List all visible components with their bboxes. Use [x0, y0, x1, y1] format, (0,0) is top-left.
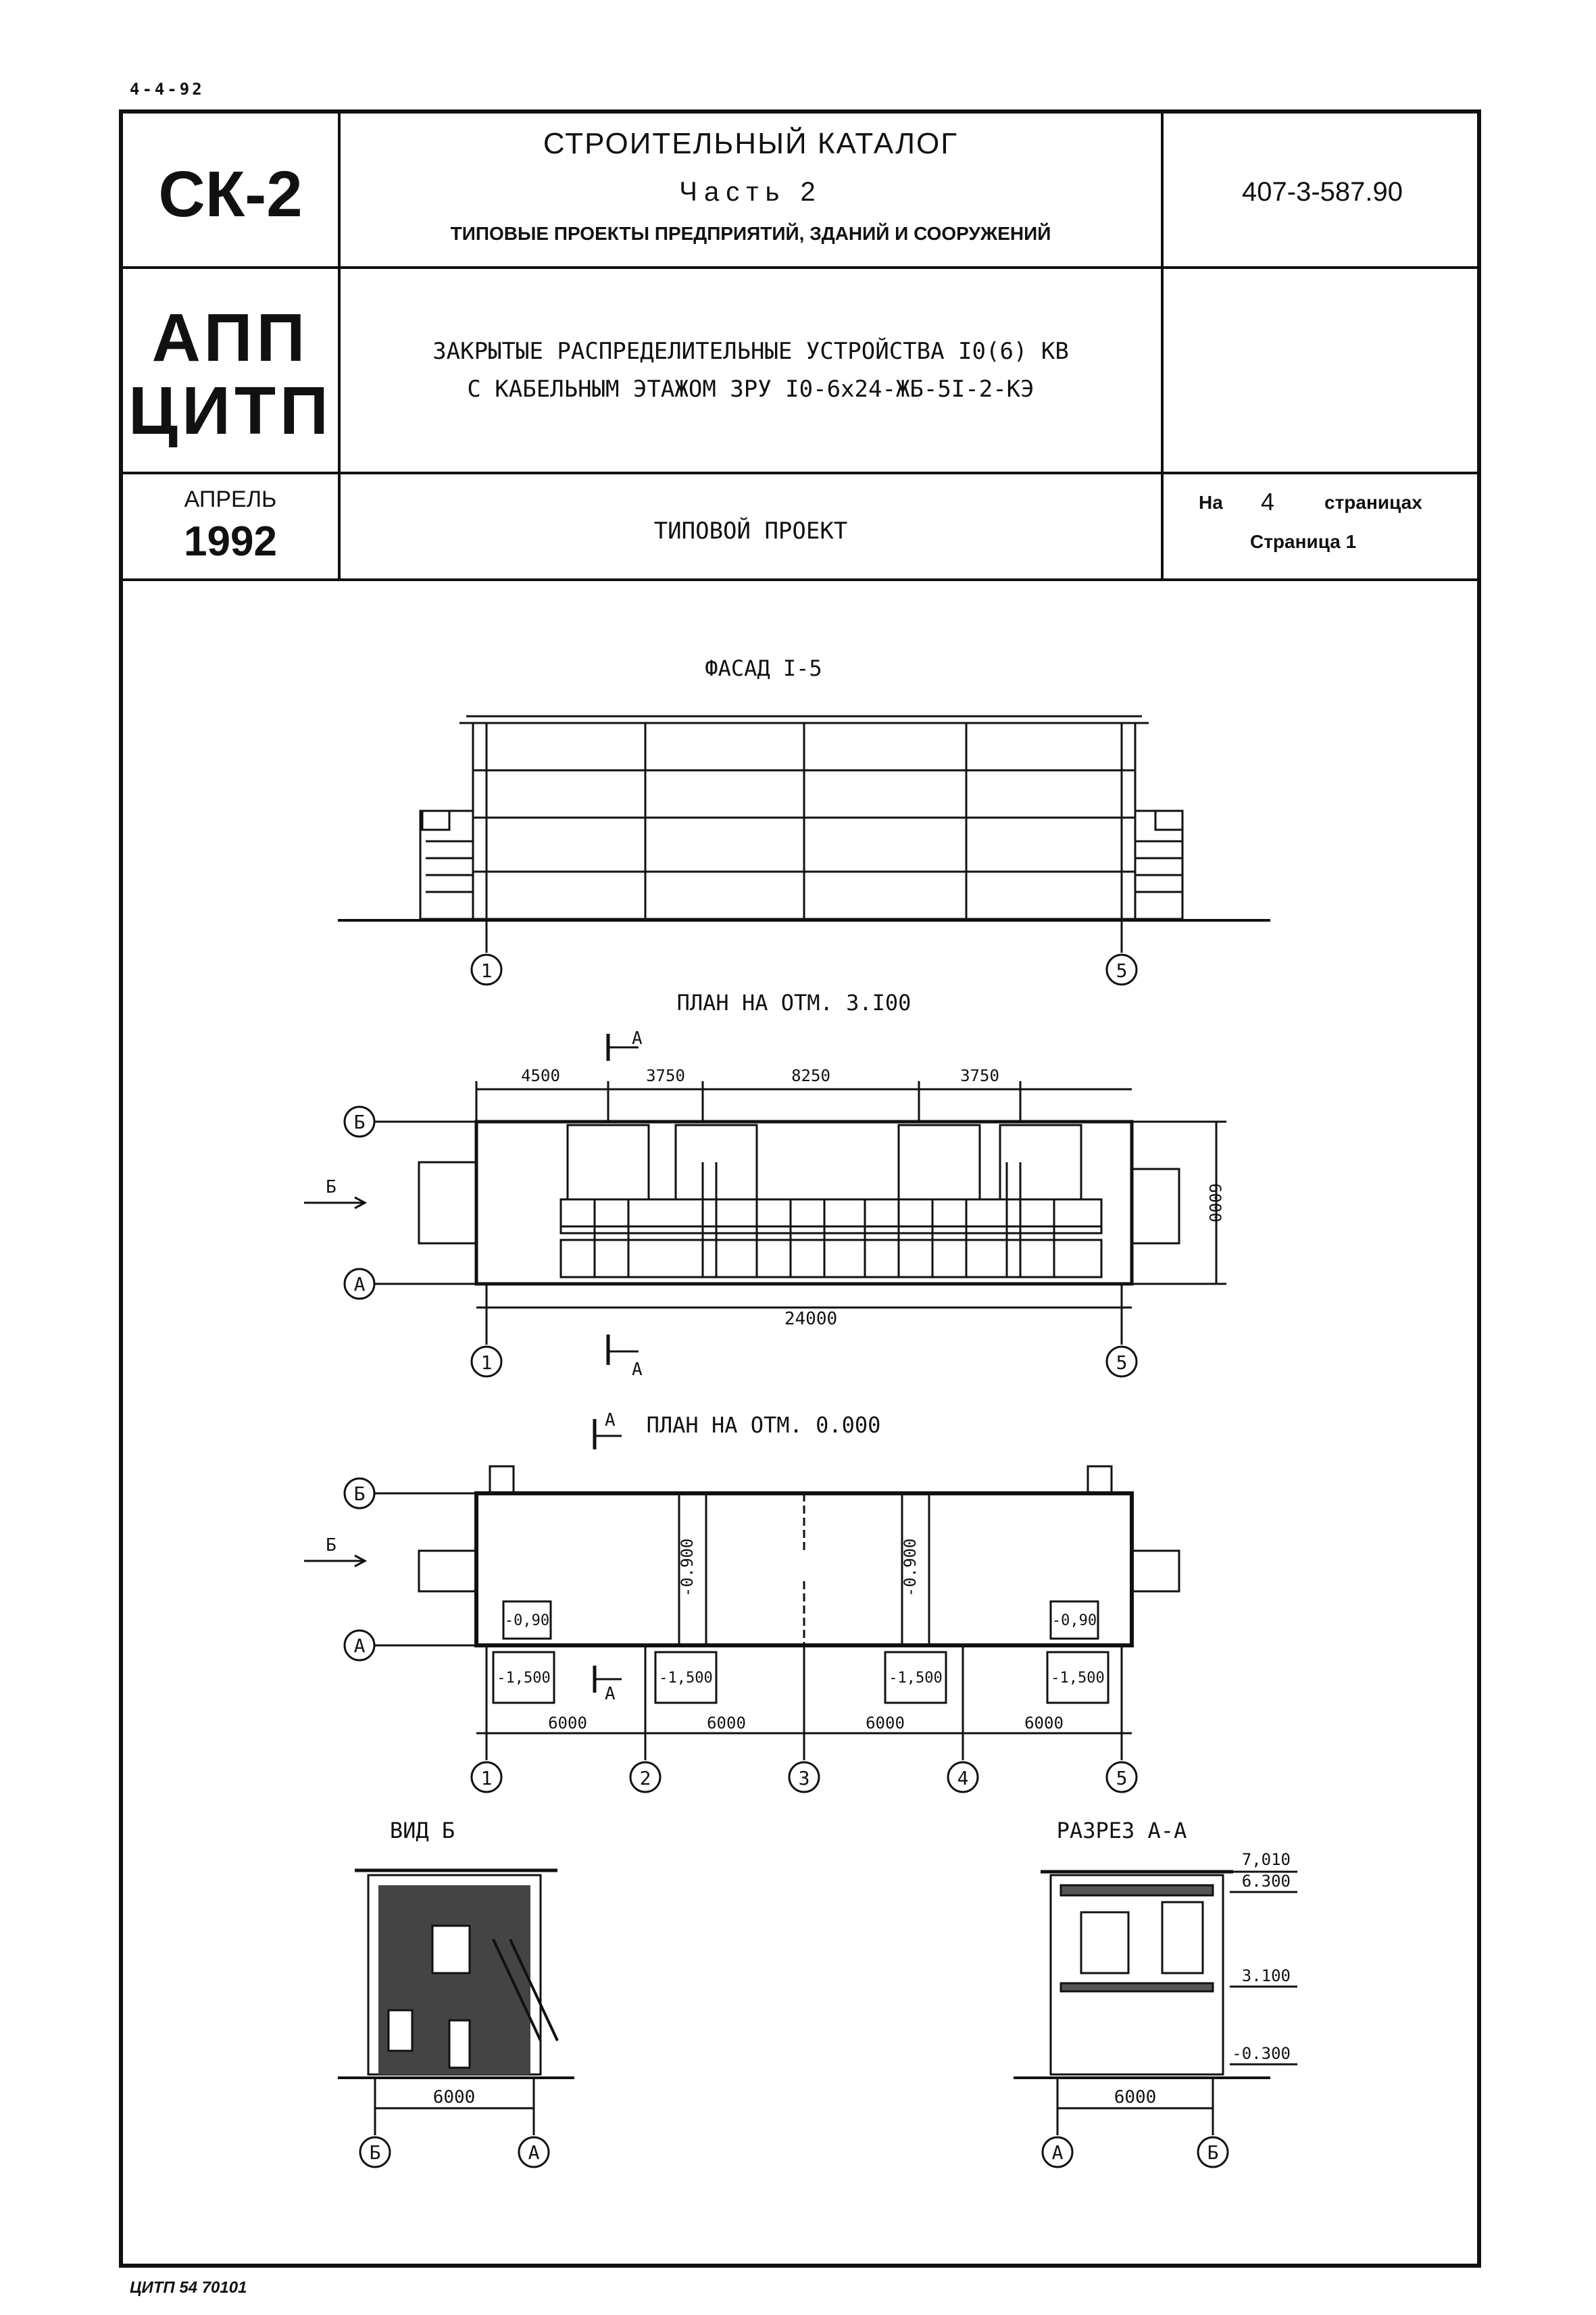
project-type: ТИПОВОЙ ПРОЕКТ — [653, 518, 848, 545]
plan-lower-title: ПЛАН НА ОТМ. 0.000 — [646, 1412, 881, 1438]
issue-year: 1992 — [184, 518, 277, 565]
cut-label: А — [632, 1360, 643, 1380]
dimension-label: 6000 — [548, 1714, 587, 1733]
dimension-label: 8250 — [791, 1066, 830, 1085]
axis-label: 4 — [957, 1767, 969, 1789]
arrow-label: Б — [326, 1177, 336, 1197]
document-number: 407-3-587.90 — [1242, 177, 1403, 207]
catalog-code: СК-2 — [158, 158, 303, 230]
level-label: -0.300 — [1232, 2044, 1291, 2063]
page-label: Страница 1 — [1250, 531, 1357, 552]
cut-label: А — [605, 1684, 616, 1704]
axis-label: 5 — [1116, 1351, 1128, 1374]
axis-label: 5 — [1116, 960, 1128, 982]
level-label: -1,500 — [497, 1670, 551, 1687]
level-label: -0,90 — [504, 1612, 550, 1629]
organization-code-line1: АПП — [151, 300, 309, 376]
axis-label: А — [353, 1635, 366, 1657]
axis-label: 5 — [1116, 1767, 1128, 1789]
view-b-title: ВИД Б — [389, 1818, 455, 1843]
cut-label: А — [605, 1410, 616, 1430]
axis-label: Б — [369, 2141, 381, 2164]
dimension-label: 3750 — [646, 1066, 685, 1085]
catalog-title: СТРОИТЕЛЬНЫЙ КАТАЛОГ — [543, 127, 959, 160]
catalog-part: Часть 2 — [679, 177, 822, 207]
axis-label: 1 — [480, 1351, 493, 1374]
axis-label: А — [1051, 2141, 1064, 2164]
axis-label: А — [353, 1273, 366, 1295]
dimension-label: 6000 — [1024, 1714, 1064, 1733]
level-label: -0.900 — [678, 1538, 697, 1597]
plan-upper-title: ПЛАН НА ОТМ. 3.I00 — [676, 990, 912, 1016]
level-label: 6.300 — [1241, 1872, 1291, 1891]
issue-month: АПРЕЛЬ — [184, 487, 277, 512]
axis-label: Б — [353, 1111, 366, 1133]
dimension-label: 6000 — [707, 1714, 746, 1733]
view-b-drawing — [338, 1870, 574, 2167]
plan-lower-drawing — [304, 1419, 1179, 1792]
axis-label: 2 — [639, 1767, 651, 1789]
axis-label: Б — [353, 1483, 366, 1505]
level-label: 7,010 — [1241, 1850, 1291, 1869]
dimension-label: 4500 — [521, 1066, 560, 1085]
axis-label: А — [528, 2141, 540, 2164]
page-code: 4-4-92 — [130, 80, 205, 99]
pages-suffix: страницах — [1324, 492, 1422, 513]
level-label: -0,90 — [1051, 1612, 1097, 1629]
pages-prefix: На — [1199, 492, 1223, 513]
level-label: 3.100 — [1241, 1966, 1291, 1985]
dimension-label: 6000 — [432, 2087, 476, 2108]
project-title-line1: ЗАКРЫТЫЕ РАСПРЕДЕЛИТЕЛЬНЫЕ УСТРОЙСТВА I0(6) КВ — [432, 338, 1069, 365]
project-title-line2: С КАБЕЛЬНЫМ ЭТАЖОМ ЗРУ I0-6х24-ЖБ-5I-2-КЭ — [467, 376, 1034, 403]
facade-title: ФАСАД I-5 — [705, 655, 822, 681]
axis-label: 3 — [798, 1767, 810, 1789]
arrow-label: Б — [326, 1535, 336, 1555]
cut-label: А — [632, 1028, 643, 1049]
plan-upper-drawing — [304, 1034, 1226, 1376]
level-label: -1,500 — [659, 1670, 713, 1687]
catalog-subtitle: ТИПОВЫЕ ПРОЕКТЫ ПРЕДПРИЯТИЙ, ЗДАНИЙ И СООРУЖЕНИЙ — [450, 223, 1051, 244]
level-label: -0.900 — [901, 1538, 920, 1597]
section-title: РАЗРЕЗ А-А — [1056, 1818, 1187, 1843]
dimension-label: 3750 — [960, 1066, 999, 1085]
axis-label: Б — [1207, 2141, 1219, 2164]
footer-code: ЦИТП 54 70101 — [130, 2279, 247, 2297]
level-label: -1,500 — [1051, 1670, 1105, 1687]
axis-label: 1 — [480, 960, 493, 982]
dimension-label: 24000 — [784, 1309, 838, 1329]
section-drawing — [1014, 1872, 1297, 2167]
organization-code-line2: ЦИТП — [128, 373, 332, 449]
dimension-label: 6000 — [1114, 2087, 1157, 2108]
dimension-label: 6000 — [866, 1714, 905, 1733]
axis-label: 1 — [480, 1767, 493, 1789]
dimension-label: 6000 — [1205, 1183, 1224, 1222]
facade-drawing — [338, 716, 1270, 985]
pages-count: 4 — [1261, 488, 1275, 516]
level-label: -1,500 — [889, 1670, 943, 1687]
